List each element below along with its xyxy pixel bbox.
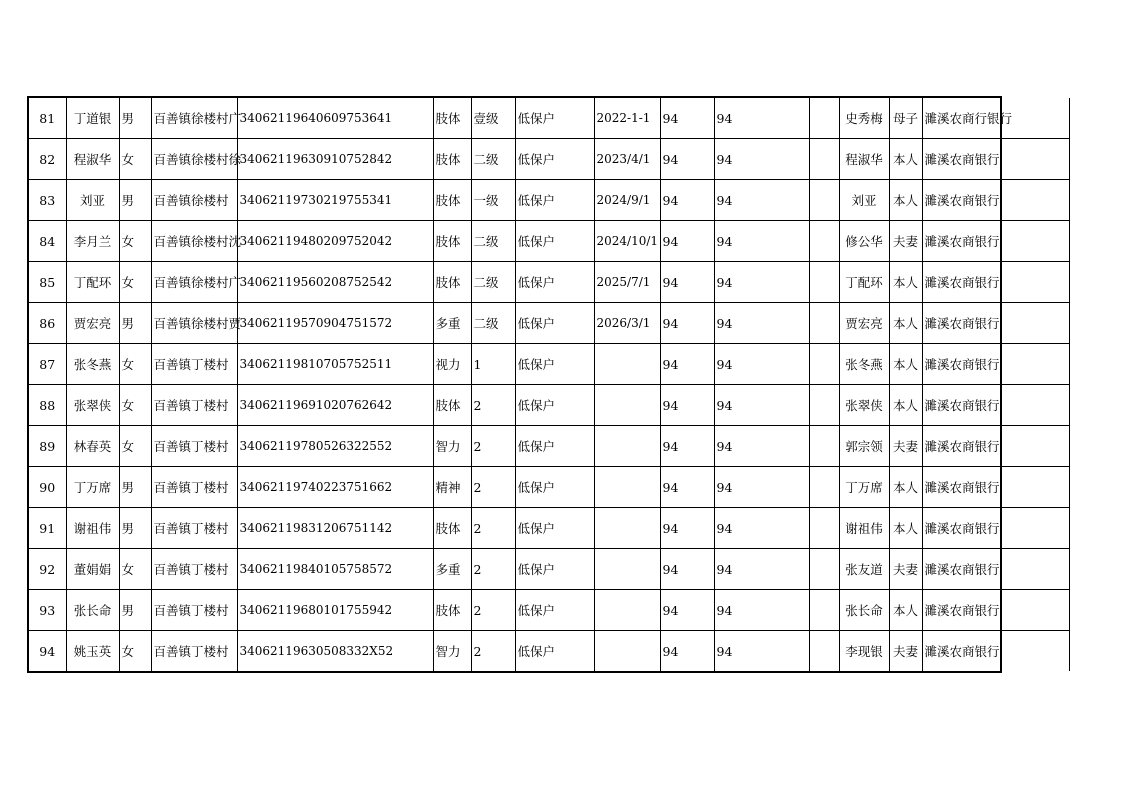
cell-category[interactable]: 低保户 (515, 139, 594, 180)
cell-id-number[interactable]: 34062119640609753641 (237, 98, 433, 139)
cell-category[interactable]: 低保户 (515, 467, 594, 508)
cell-row-number[interactable]: 92 (29, 549, 66, 590)
cell-date[interactable]: 2024/9/1 (594, 180, 660, 221)
cell-sex[interactable]: 女 (119, 344, 151, 385)
cell-sex[interactable]: 男 (119, 180, 151, 221)
cell-date[interactable]: 2024/10/1 (594, 221, 660, 262)
cell-address[interactable]: 百善镇徐楼村广 (151, 98, 237, 139)
cell-disability-level[interactable]: 2 (471, 549, 515, 590)
cell-address[interactable]: 百善镇丁楼村 (151, 467, 237, 508)
cell-address[interactable]: 百善镇丁楼村 (151, 590, 237, 631)
cell-bank[interactable]: 濉溪农商银行 (922, 426, 1069, 467)
cell-date[interactable]: 2023/4/1 (594, 139, 660, 180)
cell-empty[interactable] (809, 344, 839, 385)
cell-amount-a[interactable]: 94 (660, 344, 714, 385)
cell-name[interactable]: 张冬燕 (66, 344, 119, 385)
cell-disability-level[interactable]: 壹级 (471, 98, 515, 139)
cell-guardian[interactable]: 刘亚 (839, 180, 889, 221)
cell-amount-b[interactable]: 94 (714, 344, 809, 385)
cell-amount-a[interactable]: 94 (660, 631, 714, 672)
cell-name[interactable]: 丁道银 (66, 98, 119, 139)
cell-guardian[interactable]: 丁万席 (839, 467, 889, 508)
cell-disability-level[interactable]: 2 (471, 508, 515, 549)
cell-bank[interactable]: 濉溪农商银行 (922, 221, 1069, 262)
table-row (29, 508, 1069, 549)
cell-category[interactable]: 低保户 (515, 180, 594, 221)
cell-name[interactable]: 程淑华 (66, 139, 119, 180)
cell-amount-b[interactable]: 94 (714, 139, 809, 180)
cell-row-number[interactable]: 82 (29, 139, 66, 180)
cell-row-number[interactable]: 90 (29, 467, 66, 508)
cell-row-number[interactable]: 81 (29, 98, 66, 139)
cell-guardian[interactable]: 贾宏亮 (839, 303, 889, 344)
cell-category[interactable]: 低保户 (515, 590, 594, 631)
table-row (29, 98, 1069, 139)
cell-amount-a[interactable]: 94 (660, 262, 714, 303)
cell-amount-b[interactable]: 94 (714, 180, 809, 221)
cell-disability-level[interactable]: 二级 (471, 221, 515, 262)
cell-sex[interactable]: 女 (119, 426, 151, 467)
table-row (29, 180, 1069, 221)
cell-date[interactable] (594, 590, 660, 631)
cell-relation[interactable]: 夫妻 (889, 426, 922, 467)
beneficiary-table (29, 98, 1070, 671)
cell-relation[interactable]: 本人 (889, 467, 922, 508)
cell-category[interactable]: 低保户 (515, 221, 594, 262)
cell-amount-a[interactable]: 94 (660, 549, 714, 590)
cell-row-number[interactable]: 93 (29, 590, 66, 631)
cell-amount-b[interactable]: 94 (714, 385, 809, 426)
cell-relation[interactable]: 本人 (889, 590, 922, 631)
cell-date[interactable]: 2026/3/1 (594, 303, 660, 344)
cell-guardian[interactable]: 张友道 (839, 549, 889, 590)
cell-id-number[interactable]: 34062119840105758572 (237, 549, 433, 590)
cell-empty[interactable] (809, 631, 839, 672)
cell-sex[interactable]: 女 (119, 549, 151, 590)
table-row (29, 344, 1069, 385)
cell-disability-level[interactable]: 二级 (471, 262, 515, 303)
cell-row-number[interactable]: 91 (29, 508, 66, 549)
cell-sex[interactable]: 女 (119, 631, 151, 672)
cell-amount-a[interactable]: 94 (660, 508, 714, 549)
cell-empty[interactable] (809, 590, 839, 631)
cell-disability-level[interactable]: 二级 (471, 139, 515, 180)
cell-bank[interactable]: 濉溪农商银行 (922, 262, 1069, 303)
cell-relation[interactable]: 本人 (889, 344, 922, 385)
cell-category[interactable]: 低保户 (515, 303, 594, 344)
cell-disability-level[interactable]: 一级 (471, 180, 515, 221)
cell-date[interactable]: 2022-1-1 (594, 98, 660, 139)
table-row (29, 262, 1069, 303)
cell-guardian[interactable]: 张翠侠 (839, 385, 889, 426)
cell-disability-type[interactable]: 肢体 (433, 221, 471, 262)
cell-category[interactable]: 低保户 (515, 426, 594, 467)
cell-sex[interactable]: 女 (119, 139, 151, 180)
cell-disability-level[interactable]: 2 (471, 590, 515, 631)
cell-disability-level[interactable]: 1 (471, 344, 515, 385)
table-row (29, 221, 1069, 262)
cell-address[interactable]: 百善镇徐楼村广 (151, 262, 237, 303)
table-row (29, 385, 1069, 426)
table-row (29, 590, 1069, 631)
cell-address[interactable]: 百善镇徐楼村沈 (151, 221, 237, 262)
cell-bank[interactable]: 濉溪农商银行 (922, 303, 1069, 344)
cell-empty[interactable] (809, 467, 839, 508)
cell-date[interactable] (594, 344, 660, 385)
cell-bank[interactable]: 濉溪农商银行 (922, 631, 1069, 672)
cell-name[interactable]: 丁配环 (66, 262, 119, 303)
cell-empty[interactable] (809, 180, 839, 221)
cell-address[interactable]: 百善镇徐楼村徐 (151, 139, 237, 180)
cell-disability-type[interactable]: 多重 (433, 303, 471, 344)
cell-sex[interactable]: 男 (119, 467, 151, 508)
cell-bank[interactable]: 濉溪农商银行 (922, 590, 1069, 631)
cell-amount-b[interactable]: 94 (714, 590, 809, 631)
cell-disability-type[interactable]: 肢体 (433, 262, 471, 303)
cell-empty[interactable] (809, 508, 839, 549)
cell-address[interactable]: 百善镇丁楼村 (151, 549, 237, 590)
table-body (29, 98, 1069, 671)
cell-relation[interactable]: 母子 (889, 98, 922, 139)
cell-amount-a[interactable]: 94 (660, 221, 714, 262)
cell-bank[interactable]: 濉溪农商银行 (922, 508, 1069, 549)
cell-relation[interactable]: 本人 (889, 385, 922, 426)
cell-row-number[interactable]: 83 (29, 180, 66, 221)
cell-category[interactable]: 低保户 (515, 508, 594, 549)
cell-row-number[interactable]: 85 (29, 262, 66, 303)
cell-bank[interactable]: 濉溪农商银行 (922, 344, 1069, 385)
cell-id-number[interactable]: 34062119570904751572 (237, 303, 433, 344)
cell-sex[interactable]: 女 (119, 385, 151, 426)
cell-empty[interactable] (809, 385, 839, 426)
cell-disability-type[interactable]: 肢体 (433, 139, 471, 180)
cell-name[interactable]: 张长命 (66, 590, 119, 631)
cell-name[interactable]: 林春英 (66, 426, 119, 467)
cell-id-number[interactable]: 34062119680101755942 (237, 590, 433, 631)
cell-row-number[interactable]: 94 (29, 631, 66, 672)
cell-amount-b[interactable]: 94 (714, 508, 809, 549)
cell-relation[interactable]: 本人 (889, 303, 922, 344)
cell-name[interactable]: 张翠侠 (66, 385, 119, 426)
cell-id-number[interactable]: 34062119780526322552 (237, 426, 433, 467)
cell-amount-a[interactable]: 94 (660, 180, 714, 221)
cell-name[interactable]: 贾宏亮 (66, 303, 119, 344)
cell-id-number[interactable]: 34062119691020762642 (237, 385, 433, 426)
cell-amount-a[interactable]: 94 (660, 139, 714, 180)
cell-sex[interactable]: 男 (119, 303, 151, 344)
cell-amount-a[interactable]: 94 (660, 426, 714, 467)
cell-category[interactable]: 低保户 (515, 98, 594, 139)
cell-row-number[interactable]: 86 (29, 303, 66, 344)
cell-disability-type[interactable]: 肢体 (433, 180, 471, 221)
cell-id-number[interactable]: 34062119560208752542 (237, 262, 433, 303)
cell-sex[interactable]: 男 (119, 508, 151, 549)
cell-relation[interactable]: 本人 (889, 180, 922, 221)
cell-amount-a[interactable]: 94 (660, 303, 714, 344)
cell-name[interactable]: 刘亚 (66, 180, 119, 221)
cell-empty[interactable] (809, 262, 839, 303)
cell-empty[interactable] (809, 139, 839, 180)
cell-address[interactable]: 百善镇徐楼村 (151, 180, 237, 221)
cell-date[interactable] (594, 631, 660, 672)
cell-amount-b[interactable]: 94 (714, 631, 809, 672)
cell-amount-a[interactable]: 94 (660, 467, 714, 508)
cell-guardian[interactable]: 修公华 (839, 221, 889, 262)
table-row (29, 139, 1069, 180)
cell-row-number[interactable]: 89 (29, 426, 66, 467)
cell-amount-b[interactable]: 94 (714, 467, 809, 508)
cell-disability-level[interactable]: 2 (471, 426, 515, 467)
table-row (29, 549, 1069, 590)
cell-amount-b[interactable]: 94 (714, 262, 809, 303)
cell-bank[interactable]: 濉溪农商银行 (922, 180, 1069, 221)
cell-guardian[interactable]: 郭宗领 (839, 426, 889, 467)
cell-disability-level[interactable]: 二级 (471, 303, 515, 344)
cell-row-number[interactable]: 88 (29, 385, 66, 426)
cell-bank[interactable]: 濉溪农商行银行 (922, 98, 1069, 139)
cell-address[interactable]: 百善镇丁楼村 (151, 385, 237, 426)
cell-date[interactable] (594, 549, 660, 590)
cell-name[interactable]: 姚玉英 (66, 631, 119, 672)
cell-id-number[interactable]: 34062119630910752842 (237, 139, 433, 180)
cell-date[interactable] (594, 467, 660, 508)
cell-category[interactable]: 低保户 (515, 385, 594, 426)
cell-empty[interactable] (809, 426, 839, 467)
cell-date[interactable] (594, 385, 660, 426)
cell-amount-a[interactable]: 94 (660, 98, 714, 139)
cell-category[interactable]: 低保户 (515, 631, 594, 672)
cell-name[interactable]: 谢祖伟 (66, 508, 119, 549)
cell-address[interactable]: 百善镇徐楼村贾 (151, 303, 237, 344)
cell-empty[interactable] (809, 549, 839, 590)
cell-relation[interactable]: 本人 (889, 262, 922, 303)
cell-guardian[interactable]: 李现银 (839, 631, 889, 672)
cell-relation[interactable]: 夫妻 (889, 631, 922, 672)
cell-name[interactable]: 李月兰 (66, 221, 119, 262)
cell-category[interactable]: 低保户 (515, 549, 594, 590)
cell-disability-type[interactable]: 肢体 (433, 508, 471, 549)
cell-id-number[interactable]: 34062119810705752511 (237, 344, 433, 385)
spreadsheet-table-container (27, 96, 1013, 673)
cell-amount-a[interactable]: 94 (660, 590, 714, 631)
cell-guardian[interactable]: 张冬燕 (839, 344, 889, 385)
cell-bank[interactable]: 濉溪农商银行 (922, 467, 1069, 508)
cell-disability-level[interactable]: 2 (471, 385, 515, 426)
cell-row-number[interactable]: 84 (29, 221, 66, 262)
cell-amount-b[interactable]: 94 (714, 426, 809, 467)
cell-guardian[interactable]: 史秀梅 (839, 98, 889, 139)
cell-relation[interactable]: 本人 (889, 139, 922, 180)
cell-amount-a[interactable]: 94 (660, 385, 714, 426)
table-row (29, 303, 1069, 344)
cell-empty[interactable] (809, 221, 839, 262)
cell-amount-b[interactable]: 94 (714, 549, 809, 590)
cell-row-number[interactable]: 87 (29, 344, 66, 385)
cell-disability-type[interactable]: 肢体 (433, 385, 471, 426)
cell-relation[interactable]: 夫妻 (889, 549, 922, 590)
cell-disability-type[interactable]: 肢体 (433, 590, 471, 631)
cell-disability-level[interactable]: 2 (471, 467, 515, 508)
cell-address[interactable]: 百善镇丁楼村 (151, 426, 237, 467)
cell-empty[interactable] (809, 98, 839, 139)
cell-relation[interactable]: 夫妻 (889, 221, 922, 262)
cell-address[interactable]: 百善镇丁楼村 (151, 631, 237, 672)
cell-id-number[interactable]: 34062119730219755341 (237, 180, 433, 221)
cell-name[interactable]: 董娟娟 (66, 549, 119, 590)
cell-sex[interactable]: 女 (119, 221, 151, 262)
cell-id-number[interactable]: 34062119740223751662 (237, 467, 433, 508)
cell-amount-b[interactable]: 94 (714, 303, 809, 344)
cell-address[interactable]: 百善镇丁楼村 (151, 344, 237, 385)
cell-disability-type[interactable]: 视力 (433, 344, 471, 385)
table-row (29, 467, 1069, 508)
cell-date[interactable] (594, 426, 660, 467)
cell-disability-type[interactable]: 肢体 (433, 98, 471, 139)
cell-date[interactable] (594, 508, 660, 549)
cell-category[interactable]: 低保户 (515, 344, 594, 385)
cell-category[interactable]: 低保户 (515, 262, 594, 303)
table-row (29, 426, 1069, 467)
cell-sex[interactable]: 男 (119, 98, 151, 139)
cell-disability-type[interactable]: 智力 (433, 426, 471, 467)
cell-guardian[interactable]: 谢祖伟 (839, 508, 889, 549)
cell-sex[interactable]: 男 (119, 590, 151, 631)
cell-sex[interactable]: 女 (119, 262, 151, 303)
cell-name[interactable]: 丁万席 (66, 467, 119, 508)
cell-address[interactable]: 百善镇丁楼村 (151, 508, 237, 549)
cell-bank[interactable]: 濉溪农商银行 (922, 385, 1069, 426)
cell-amount-b[interactable]: 94 (714, 98, 809, 139)
cell-disability-type[interactable]: 精神 (433, 467, 471, 508)
table-row (29, 631, 1069, 672)
cell-bank[interactable]: 濉溪农商银行 (922, 139, 1069, 180)
cell-disability-level[interactable]: 2 (471, 631, 515, 672)
cell-disability-type[interactable]: 智力 (433, 631, 471, 672)
cell-amount-b[interactable]: 94 (714, 221, 809, 262)
cell-relation[interactable]: 本人 (889, 508, 922, 549)
cell-date[interactable]: 2025/7/1 (594, 262, 660, 303)
cell-guardian[interactable]: 程淑华 (839, 139, 889, 180)
cell-disability-type[interactable]: 多重 (433, 549, 471, 590)
cell-bank[interactable]: 濉溪农商银行 (922, 549, 1069, 590)
cell-id-number[interactable]: 34062119630508332X52 (237, 631, 433, 672)
cell-guardian[interactable]: 张长命 (839, 590, 889, 631)
cell-guardian[interactable]: 丁配环 (839, 262, 889, 303)
cell-id-number[interactable]: 34062119480209752042 (237, 221, 433, 262)
cell-id-number[interactable]: 34062119831206751142 (237, 508, 433, 549)
cell-empty[interactable] (809, 303, 839, 344)
